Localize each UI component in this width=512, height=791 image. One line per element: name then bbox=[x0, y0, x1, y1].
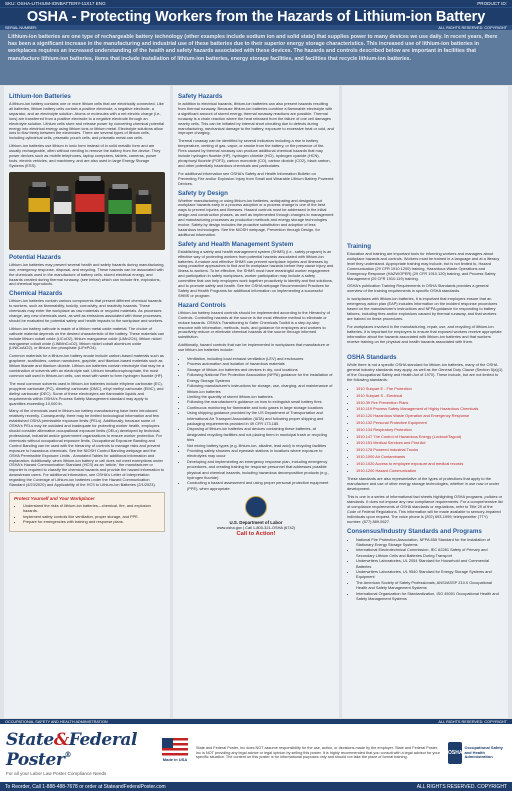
top-bar bbox=[0, 0, 512, 7]
made-in-usa-label: Made in USA bbox=[162, 757, 188, 762]
section-text: While there is not a specific OSHA standard for lithium-ion batteries, many of the OSHA general industry standards may apply, as well as the General Duty Clause (Section 5(a)(1) of the Occupational Safety and Health Act of 1970). These include, but are not limited to the following standards: bbox=[347, 362, 503, 383]
standard-link[interactable]: • 1910.134 Respiratory Protection bbox=[356, 427, 503, 434]
section-text: Lithium-ion battery cathode is made of a lithium metal oxide material. The choice of cathode material depends on the desired characteristic of the battery. These materials can include lithium cobalt oxide (LiCoO2), lithium manganese oxide (LiMn2O4), lithium nickel manganese cobalt oxide (LiNiMnCoO2), lithium nickel cobalt aluminum oxide (LiNiCoAlO2), or lithium iron phosphate (LiFePO4). bbox=[9, 325, 165, 351]
list-item: • Continuous monitoring for flammable and toxic gases in large storage locations bbox=[187, 405, 334, 410]
standard-link[interactable]: • 1910.120 Hazardous Waste Operation and Emergency Response bbox=[356, 413, 503, 420]
section-heading: Lithium-Ion Batteries bbox=[9, 93, 71, 100]
list-item: • Developing and implementing an emergency response plan, including emergency procedures, and creating training for response personnel that addresses possible physical and chemical hazards, including hazardous decomposition products (e.g., hydrogen fluoride) bbox=[187, 459, 334, 481]
battery-photo bbox=[9, 172, 165, 250]
brand-name bbox=[6, 730, 154, 770]
section-text: Common materials for a lithium-ion battery anode include carbon-based materials such as graphene, scaffolders, carbon nanotubes, graphite, and titanium-based materials such as lithium titanate and titanium dioxide. Lithium-ion batteries contain electrolyte that may be a combination of solvents with an electrolyte salt. Lithium hexafluorophosphate, the most common salt used in lithium-ion cells, can react with water to form hydrogen fluoride (HF). bbox=[9, 353, 165, 378]
section-text: In workplaces with lithium-ion batteries, it is important that employers ensure that an emergency action plan (EAP) includes information on the incident response procedures based on the manufacturer's instructions and NFPA guidance for responding to battery failures, including fires and/or explosions caused by thermal runaway, and that workers are trained on these procedures. bbox=[347, 296, 498, 321]
brand-part-a: State bbox=[6, 730, 54, 750]
bottom-bar bbox=[0, 782, 512, 791]
section-text: Lithium-ion batteries contain various components that present different chemical hazards to workers, such as flammability, toxicity, corrosivity, and reactivity hazards. These chemicals may enter the workplace as raw materials or recycled materials. As processes change, any new chemicals used, as well as emissions associated with those processes, should be evaluated for potential safety and health impacts to the workplace and workers. bbox=[9, 298, 164, 323]
poster-title: OSHA - Protecting Workers from the Hazards of Lithium-ion Battery bbox=[26, 8, 486, 25]
list-item: • The American Society of Safety Professionals, ANSI/ASSP Z10.0 Occupational Health and Safety Management Systems bbox=[356, 580, 503, 591]
footer-strip-right: ALL RIGHTS RESERVED. COPYRIGHT bbox=[438, 719, 507, 724]
brand-amp: & bbox=[53, 730, 69, 750]
section-heading: Consensus/Industry Standards and Programs bbox=[347, 527, 482, 535]
list-item: • Not mixing battery types (e.g. lithium-ion, alkaline, lead acid) in recycling facilities bbox=[187, 443, 334, 448]
flag-graphic bbox=[162, 738, 188, 756]
section-text: This is one in a series of informational fact sheets highlighting OSHA programs, policies or standards. It does not impose any new compliance requirements. For a comprehensive list of compliance requirements of OSHA standards or regulations, refer to Title 29 of the Code of Federal Regulations. This information will be made available to sensory-impaired individuals upon request. The voice phone is (202) 693-1999; teletypewriter (TTY) number: (877) 889-5627. bbox=[347, 494, 503, 524]
column-left bbox=[4, 86, 170, 718]
list-item: • Disposing of lithium-ion batteries and devices containing these batteries, at designated recycling facilities and not placing them in municipal trash or recycling bins bbox=[187, 426, 334, 442]
section-heading: Potential Hazards bbox=[9, 253, 61, 261]
disclaimer-text: State and Federal Poster, Inc does NOT assume responsibility for the use, action, or decisions made by the employer. State and Federal Poster, Inc is NOT providing any legal advice or legal opinion by selling this poster. It is highly recommended that you consult with a legal advisor for your specific situation. The content on this poster is for informational purposes only and should not take the place of formal training. bbox=[196, 745, 440, 760]
usa-flag-icon bbox=[160, 738, 190, 768]
section-text: Whether manufacturing or using lithium-ion batteries, anticipating and designing out workplace hazards early in a process adoption or a process change is one of the best ways to prevent injuries and illnesses. Hazard controls must be addressed in the initial design and construction phases, as well as implemented through changes to management and manufacturing processes as production methods and energy storage technologies evolve. Safety by design includes the proactive substitution and adoption of less hazardous technologies. See the NIOSH webpage, Prevention through Design, for additional information. bbox=[178, 197, 334, 237]
dol-seal-icon bbox=[245, 496, 267, 518]
column-middle bbox=[173, 86, 339, 718]
list-item: • International Organization for Standardization, ISO 45001 Occupational Health and Safety Management Systems bbox=[356, 591, 503, 602]
list-item: • Underwriters Laboratories, UL 9540 Standard for Energy Storage Systems and Equipment bbox=[356, 569, 503, 580]
section-text: A lithium-ion battery contains one or more lithium cells that are electrically connected. Like all batteries, lithium battery cells contain a positive electrode, a negative electrode, a separator, and an electrolyte solution. Atoms or molecules with a net electric charge (i.e., ions) are transferred from a positive electrode to a negative electrode through an electrolyte solution. Lithium cells store and release power by converting chemical potential energy into electrical energy using lithium ions or lithium metal. Electrolyte solutions allow ions to flow freely between the electrodes. There are several types of lithium cells, including cylindrical cells, prismatic pouch cells, and prismatic metal can cells. bbox=[9, 101, 165, 141]
section-text: The most common solvents used in lithium-ion batteries include ethylene carbonate (EC), propylene carbonate (PC), dimethyl carbonate (DMC), ethyl methyl carbonate (EMC), and diethyl carbonate (DEC). Some of these electrolytes are flammable liquids and requirements within OSHA's Process Safety Management standard may apply to quantities exceeding 10,000 lb. bbox=[9, 380, 164, 406]
osha-badge-icon: OSHA bbox=[448, 742, 462, 764]
list-item: • Underwriters Laboratories, UL 2054 Standard for Household and Commercial Batteries bbox=[356, 558, 503, 569]
product-id-label: PRODUCT ID: bbox=[477, 1, 507, 6]
standard-link[interactable]: • 1910.1020 Access to employee exposure and medical records bbox=[356, 461, 503, 468]
list-item: • Process automation and isolation of hazardous materials bbox=[187, 361, 334, 366]
section-text: OSHA's publication Training Requirements in OSHA Standards provides a general overview of the training requirements in specific OSHA standards. bbox=[347, 283, 489, 294]
section-text: Many of the chemicals used in lithium-ion battery manufacturing have been introduced relatively recently. Consequently, there may be limited toxicological information and few established OSHA permissible exposure limits (PELs). Additionally, because some of OSHA's PELs may be outdated and inadequate for protecting worker health, employers should consider alternative occupational exposure limits (OELs) developed by technical, professional, industrial and/or government organizations to ensure worker protection. For chemicals without occupational exposure limits, Occupational Exposure Banding and Control Banding can be used with the hierarchy of controls to manage risks and prevent exposure to hazardous chemicals. See the NIOSH Control Banding webpage and the OSHA Permissible Exposure Limits - Annotated Tables for additional information and explanation. Additionally, when lithium-ion battery or cell does not meet exemptions under OSHA's Hazard Communication Standard (HCS) as an 'article,' the manufacturer or importer is required to classify the chemical hazards and provide the hazard information to downstream users. For additional information, see OSHA's Letter of Interpretation regarding the Coverage of Lithium-ion batteries under the Hazard Communication Standard (4/23/2020) and Applicability of the HCS to Lithium-Ion Batteries (2/1/2023). bbox=[9, 408, 165, 488]
list-item: • Implement safety controls like ventilation, proper storage, and PPE. bbox=[23, 514, 160, 519]
section-text: For additional information see OSHA's Safety and Health Information Bulletin on Preventing Fire and/or Explosion Injury from Small and Wearable Lithium Battery Powered Devices. bbox=[178, 170, 334, 186]
reorder-text[interactable]: To Reorder, Call 1-888-488-7678 or order at StateandFederalPoster.com bbox=[5, 783, 166, 790]
section-text: Lithium-ion batteries may present several health and safety hazards during manufacturing, use, emergency response, disposal, and recycling. These hazards can be associated with the chemicals used in the manufacture of battery cells, stored electrical energy, and hazards created during thermal runaway, (see below) which can include fire, explosions, and chemical byproducts. bbox=[9, 261, 165, 287]
protect-heading: Protect Yourself and Your Workplace! bbox=[14, 495, 95, 501]
brand-logo bbox=[6, 730, 154, 776]
standard-link[interactable]: • 1910 Subpart E - Fire Protection bbox=[356, 386, 503, 393]
list-item: • International Electrotechnical Commission, IEC 62281 Safety of Primary and Secondary Lithium Cells and Batteries During Transport bbox=[356, 547, 503, 558]
rights-label: ALL RIGHTS RESERVED. COPYRIGHT bbox=[438, 25, 507, 30]
list-item: • Following manufacturer's instructions for storage, use, charging, and maintenance of lithium-ion batteries bbox=[187, 383, 334, 394]
osha-logo-text: Occupational Safety and Health Administration bbox=[464, 744, 503, 760]
column-right bbox=[342, 86, 508, 718]
section-text: Lithium-ion batteries use lithium in ionic form instead of in solid metallic form and are usually rechargeable, often without needing to remove the battery from the device. They power devices such as mobile telephones, laptop computers, tablets, cameras, power tools, electric vehicles, and machinery, and are also used in large Energy Storage Systems (ESS). bbox=[9, 143, 161, 168]
standard-link[interactable]: • 1910.1000 Air Contaminants bbox=[356, 454, 503, 461]
intro-paragraph: Lithium-ion batteries are one type of rechargeable battery technology (other examples include sodium ion and solid state) that supplies power to many devices we use daily. In recent years, there has been a significant increase in the manufacturing and industrial use of these batteries due to their superior energy storage characteristics. This increased use of lithium-ion batteries in workplaces requires an increased understanding of the health and safety hazards associated with these devices. The hazards and controls described below are important in facilities that manufacture lithium-ion batteries, items that include installation of lithium-ion batteries, energy storage facilities, and facilities that recycle lithium-ion batteries. bbox=[0, 30, 512, 85]
section-text: For workplaces involved in the manufacturing, repair, use, and recycling of lithium-ion batteries, it is important for employers to ensure that exposed workers receive appropriate information about the hazards associated with lithium-ion batteries and that workers receive training on the physical and health hazards associated with them. bbox=[347, 323, 502, 344]
standard-link[interactable]: • 1910.151 Medical Services and First Aid bbox=[356, 440, 503, 447]
section-text: Additionally, hazard controls that can be implemented in workplaces that manufacture or use lithium-ion batteries include: bbox=[178, 342, 330, 353]
section-text: These standards are also representative of the types of protections that apply to the manufacture and use of other energy storage technologies, whether in use now or under development. bbox=[347, 476, 500, 492]
section-text: Establishing a safety and health management system (SHMS) (i.e., safety program) is an effective way of protecting workers from potential hazards associated with lithium-ion batteries. A mature and effective SHMS can prevent workplace injuries and illnesses by using proactive approaches to find and fix workplace hazards before they cause injury and illness to workers. To be effective, the SHMS must have meaningful worker engagement and participation in safety workplaces, worker participation may include a safety committee that can help employers work together proactively to identify and find solutions, and to promote safety and health. See the OSHA webpage Recommended Practices for Safety and Health Programs for additional information on implementing a successful SHMS or program. bbox=[178, 248, 334, 298]
list-item: • Following the manufacturer's guidance on how to extinguish small battery fires bbox=[187, 399, 334, 404]
call-to-action: Call to Action! bbox=[236, 531, 276, 538]
dol-name: U.S. Department of Labor bbox=[229, 520, 283, 526]
standard-link[interactable]: • 1910.147 The Control of Hazardous Energy (Lockout/Tagout) bbox=[356, 434, 503, 441]
dol-phone: www.osha.gov | Call 1-800-321-OSHA (6742) bbox=[216, 525, 296, 531]
section-text: Thermal runaway can be identified by several indicators including a rise in battery temperature, venting of gas, vapor, or smoke from the battery, or the presence of fire. Fires caused by thermal runaway can produce additional chemical hazards that may include hydrogen fluoride (HF), hydrogen chloride (HCl), hydrogen cyanide (HCN), phosphoryl fluoride (POF3), carbon monoxide (CO), carbon dioxide (CO2), black carbon, and other potentially hazardous chemicals and particulates. bbox=[178, 138, 331, 168]
standard-link[interactable]: • 1910.1200 Hazard Communication bbox=[356, 468, 503, 475]
protect-box bbox=[9, 492, 165, 532]
standard-link[interactable]: • 1910 Subpart S - Electrical bbox=[356, 393, 503, 400]
section-heading: OSHA Standards bbox=[347, 354, 397, 362]
list-item: • Providing safety showers and eyewash stations in locations where exposure to electrolytes may occur bbox=[187, 448, 334, 459]
section-heading: Safety Hazards bbox=[178, 93, 223, 100]
list-item: • Following National Fire Protection Association (NFPA) guidance for the installation of Energy Storage Systems bbox=[187, 372, 334, 383]
standard-link[interactable]: • 1910.132 Personal Protective Equipment bbox=[356, 420, 503, 427]
section-text: Lithium-ion battery hazard controls should be implemented according to the Hierarchy of Controls. Controlling hazards at the source is the most effective method to eliminate or reduce hazards. OSHA's Transitioning to Safer Chemicals Toolkit is a step-by-step resource with information, methods, tools, and guidance for employers and workers to proactively reduce or eliminate chemical hazards at the source through informed substitution. bbox=[178, 309, 330, 340]
section-text: Education and training are important tools for informing workers and managers about workplace hazards and controls. Workers must be trained in a language and at a literacy level they understand. Appropriate training may include, but is not limited to, Hazard Communication (29 CFR 1910.1200) training, Hazardous Waste Operations and Emergency Response (HAZWOPER) (29 CFR 1910.120) training, and Process Safety Management (29 CFR 1910.119) training. bbox=[347, 251, 500, 281]
section-heading: Safety and Health Management System bbox=[178, 240, 294, 248]
serial-label: SERIAL NUMBER: bbox=[5, 25, 37, 30]
title-bar bbox=[0, 7, 512, 25]
standard-link[interactable]: • 1910.119 Process Safety Management of Highly Hazardous Chemicals bbox=[356, 406, 503, 413]
list-item: • Using shipping guidance provided by the US Department of Transportation and International Air Transport Association (IATA) and following proper shipping and packaging requirements provided in 49 CFR 173.185 bbox=[187, 410, 334, 426]
list-item: • Conducting a hazard assessment and using proper personal protective equipment (PPE), when appropriate bbox=[187, 480, 334, 491]
list-item: • Prepare for emergencies with training and response plans. bbox=[23, 519, 160, 524]
footer bbox=[0, 724, 512, 782]
section-heading: Chemical Hazards bbox=[9, 290, 63, 298]
list-item: • Limiting the quantity of stored lithium-ion batteries bbox=[187, 394, 334, 399]
brand-tagline: For all your Labor Law Poster Compliance Needs bbox=[6, 771, 107, 776]
bottom-rights: ALL RIGHTS RESERVED. COPYRIGHT bbox=[416, 783, 507, 790]
dol-block bbox=[178, 496, 334, 537]
standard-link[interactable]: • 1910.178 Powered Industrial Trucks bbox=[356, 447, 503, 454]
content-columns bbox=[4, 86, 508, 718]
footer-strip-left: OCCUPATIONAL SAFETY AND HEALTH ADMINISTRATION bbox=[5, 719, 108, 724]
list-item: • Ventilation, including local exhaust ventilation (LEV) and enclosures bbox=[187, 356, 334, 361]
brand-part-b: Federal Poster bbox=[6, 730, 138, 770]
section-heading: Hazard Controls bbox=[178, 301, 226, 309]
section-text: In addition to electrical hazards, lithium-ion batteries can also present hazards resulting from thermal runaway. Because lithium-ion batteries combine a flammable electrolyte with a significant amount of stored energy, thermal runaway reactions are possible. Thermal runaway is a chain reaction where the heat released from the failure of one cell damages nearby cells. This can be initiated by internal short circuiting due to defects during manufacturing, mechanical damage to the battery, exposure to excessive heat or cold, and improper charging. bbox=[178, 101, 334, 136]
list-item: • Understand the risks of lithium-ion batteries—chemical, fire, and explosion hazards. bbox=[23, 503, 160, 514]
standard-link[interactable]: • 1910.39 Fire Prevention Plans bbox=[356, 400, 503, 407]
section-heading: Training bbox=[347, 243, 372, 250]
brand-tm: ® bbox=[64, 750, 72, 759]
section-heading: Safety by Design bbox=[178, 189, 228, 197]
sku-label: SKU: OSHA-LITHIUM-IONBATTERY-11X17 ENG bbox=[5, 1, 106, 6]
list-item: • National Fire Protection Association, NFPA 855 Standard for the Installation of Stationary Energy Storage Systems bbox=[356, 537, 503, 548]
list-item: • Storage of lithium-ion batteries and devices in dry, cool locations bbox=[187, 367, 334, 372]
osha-logo bbox=[448, 742, 506, 764]
column-spacer bbox=[347, 90, 503, 240]
